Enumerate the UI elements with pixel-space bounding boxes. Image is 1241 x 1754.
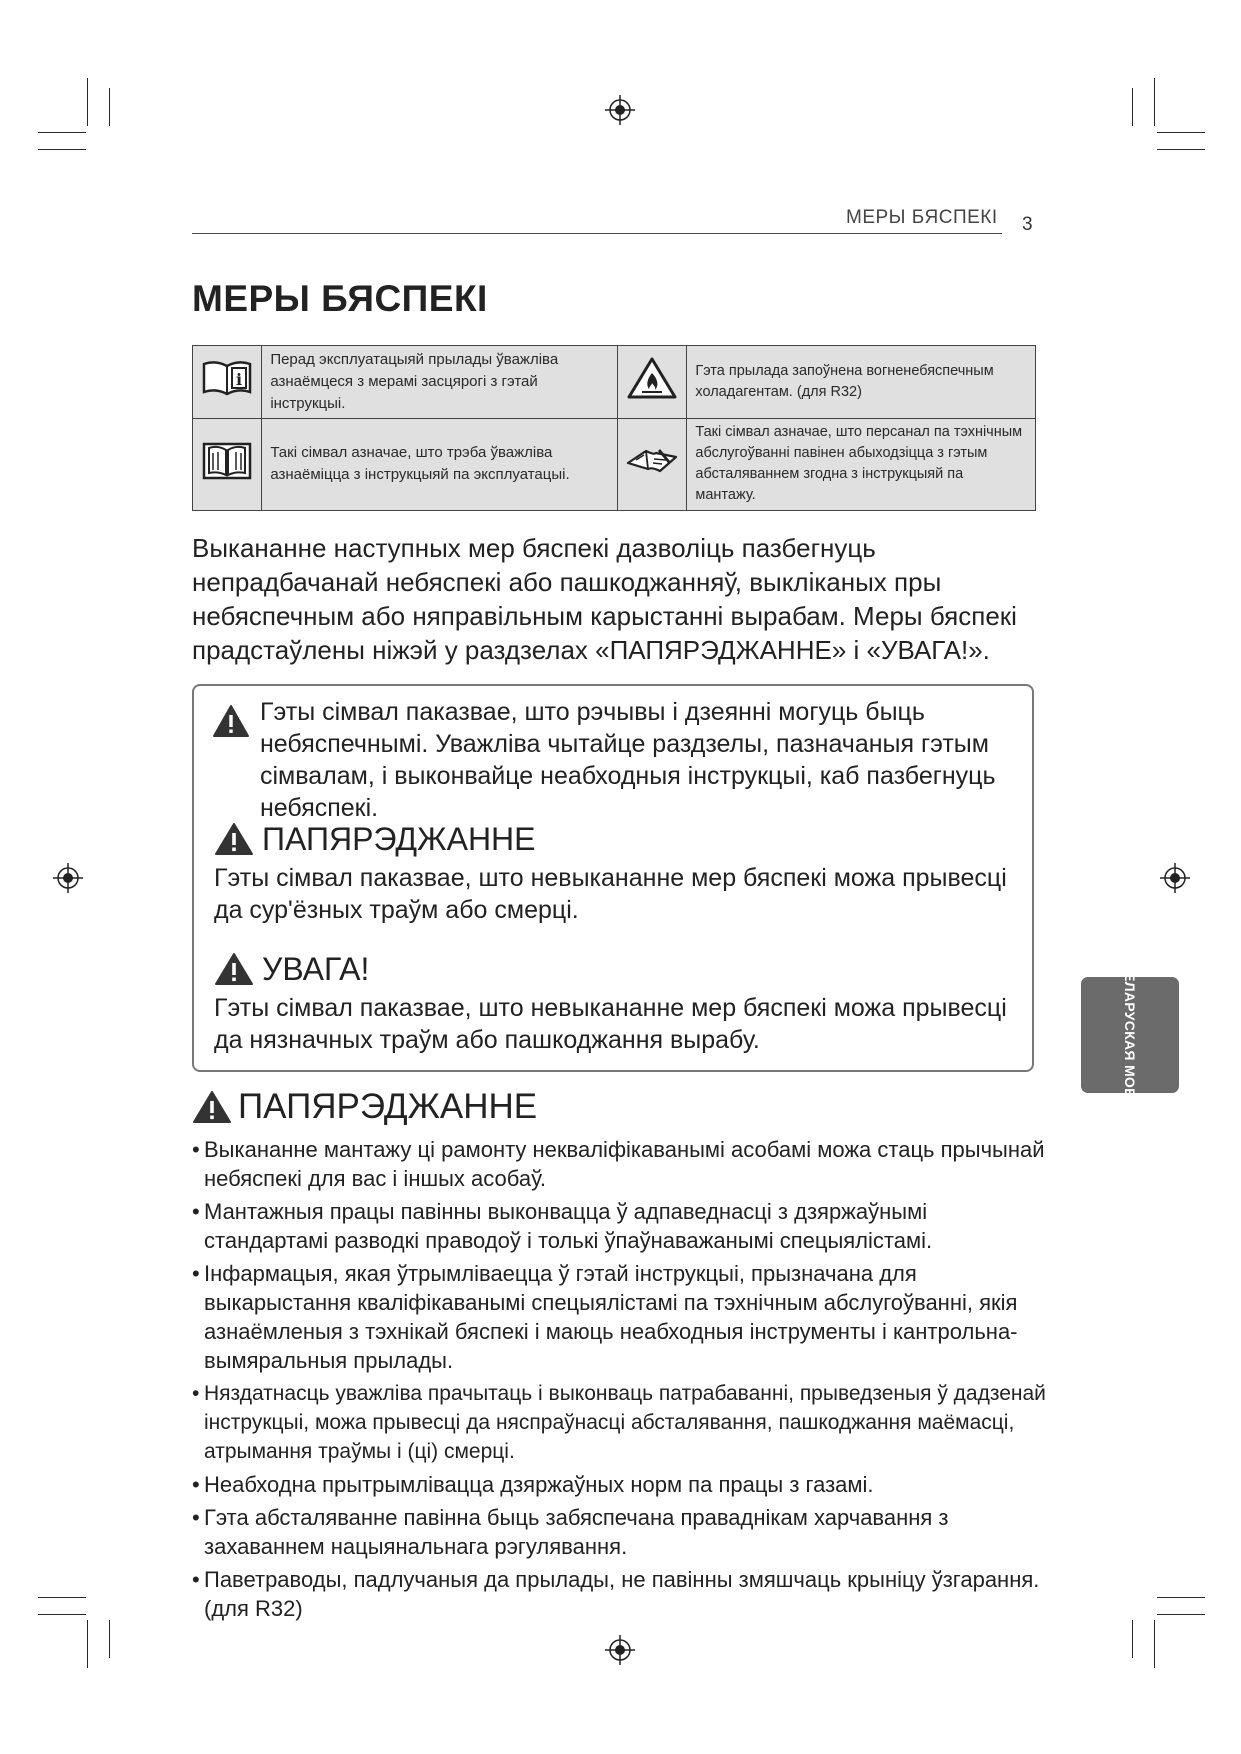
service-manual-icon	[624, 443, 680, 479]
legend-warning-title: ПАПЯРЭДЖАННЕ	[262, 821, 536, 857]
symbol-cell	[193, 418, 262, 510]
list-item: • Няздатнасць уважліва прачытаць і выконваць патрабаванні, прыведзеныя ў дадзенай інструкцыі, можа прывесці да няспраўнасці абсталявання, пашкоджання маёмасці, атрымання траўмы і (ці) смерці.	[192, 1379, 1052, 1466]
warning-triangle-icon	[214, 952, 254, 986]
warning-triangle-icon	[212, 704, 250, 738]
running-header: МЕРЫ БЯСПЕКІ	[846, 207, 998, 228]
header-rule	[192, 233, 1002, 234]
legend-caution-text: Гэты сімвал паказвае, што невыкананне мер бяспекі можа прывесці да нязначных траўм або пашкоджання вырабу.	[214, 994, 1007, 1054]
warning-section-heading	[192, 1086, 537, 1128]
registration-mark-icon	[605, 1635, 635, 1665]
list-item: • Гэта абсталяванне павінна быць забяспечана праваднікам харчавання з захаваннем нацыянальнага рэгулявання.	[192, 1503, 1052, 1561]
language-side-tab	[1081, 961, 1179, 1109]
symbol-cell	[618, 346, 687, 419]
warning-bullet-list	[192, 1135, 1052, 1627]
list-item: • Мантажныя працы павінны выконвацца ў адпаведнасці з дзяржаўнымі стандартамі разводкі праводоў і толькі ўпаўнаважанымі спецыялістамі.	[192, 1197, 1052, 1255]
warning-section-title: ПАПЯРЭДЖАННЕ	[238, 1087, 538, 1126]
list-item: • Выкананне мантажу ці рамонту некваліфікаванымі асобамі можа стаць прычынай небяспекі для вас і іншых асобаў.	[192, 1135, 1052, 1193]
symbol-cell	[618, 418, 687, 510]
info-book-icon	[198, 358, 256, 398]
symbol-row	[193, 418, 1036, 510]
symbol-description: Такі сімвал азначае, што трэба ўважліва азнаёміцца з інструкцыяй па эксплуатацыі.	[262, 418, 618, 510]
intro-paragraph: Выкананне наступных мер бяспекі дазволіць пазбегнуць непрадбачанай небяспекі або пашкоджанняў, выкліканых пры небяспечным або няправільным карыстанні вырабам. Меры бяспекі прадстаўлены ніжэй у раздзелах «ПАПЯРЭДЖАННЕ» і «УВАГА!».	[192, 533, 1017, 665]
symbol-description: Такі сімвал азначае, што персанал па тэхнічным абслугоўванні павінен абыходзіцца з гэтым абсталяваннем згодна з інструкцыяй па мантажу.	[687, 418, 1036, 510]
page-title: МЕРЫ БЯСПЕКІ	[192, 278, 488, 319]
legend-warning-text: Гэты сімвал паказвае, што невыкананне мер бяспекі можа прывесці да сур'ёзных траўм або смерці.	[214, 864, 1007, 924]
legend-caution-title: УВАГА!	[262, 951, 370, 987]
open-book-icon	[201, 439, 253, 483]
list-item: • Інфармацыя, якая ўтрымліваецца ў гэтай інструкцыі, прызначана для выкарыстання кваліфікаванымі спецыялістамі па тэхнічным абслугоўванні, якія азнаёмленыя з тэхнікай бяспекі і маюць неабходныя інструменты і кантрольна-вымяральныя прылады.	[192, 1259, 1052, 1375]
registration-mark-icon	[53, 863, 83, 893]
warning-triangle-icon	[192, 1090, 232, 1124]
legend-warning-heading	[214, 820, 536, 858]
list-item: • Неабходна прытрымлівацца дзяржаўных норм па працы з газамі.	[192, 1470, 1052, 1499]
symbol-cell	[193, 346, 262, 419]
list-item: • Паветраводы, падлучаныя да прылады, не павінны змяшчаць крыніцу ўзгарання. (для R32)	[192, 1565, 1052, 1623]
symbol-description: Гэта прылада запоўнена вогненебяспечным холадагентам. (для R32)	[687, 346, 1036, 419]
svg-text:i: i	[236, 370, 243, 390]
general-symbol-text: Гэты сімвал паказвае, што рэчывы і дзеянні могуць быць небяспечнымі. Уважліва чытайце раздзелы, пазначаныя гэтым сімвалам, і выконвайце неабходныя інструкцыі, каб пазбегнуць небяспекі.	[260, 698, 996, 822]
registration-mark-icon	[605, 95, 635, 125]
legend-caution-heading	[214, 950, 369, 988]
symbol-table	[192, 345, 1036, 511]
symbol-description: Перад эксплуатацыяй прылады ўважліва азнаёмцеся з мерамі засцярогі з гэтай інструкцыі.	[262, 346, 618, 419]
page-number: 3	[1022, 214, 1033, 235]
flammable-warning-icon	[625, 355, 679, 401]
registration-mark-icon	[1160, 863, 1190, 893]
warning-triangle-icon	[214, 822, 254, 856]
symbol-row	[193, 346, 1036, 419]
language-tab-label: БЕЛАРУСКАЯ МОВА	[1122, 961, 1138, 1109]
safety-legend-box	[192, 684, 1034, 1072]
